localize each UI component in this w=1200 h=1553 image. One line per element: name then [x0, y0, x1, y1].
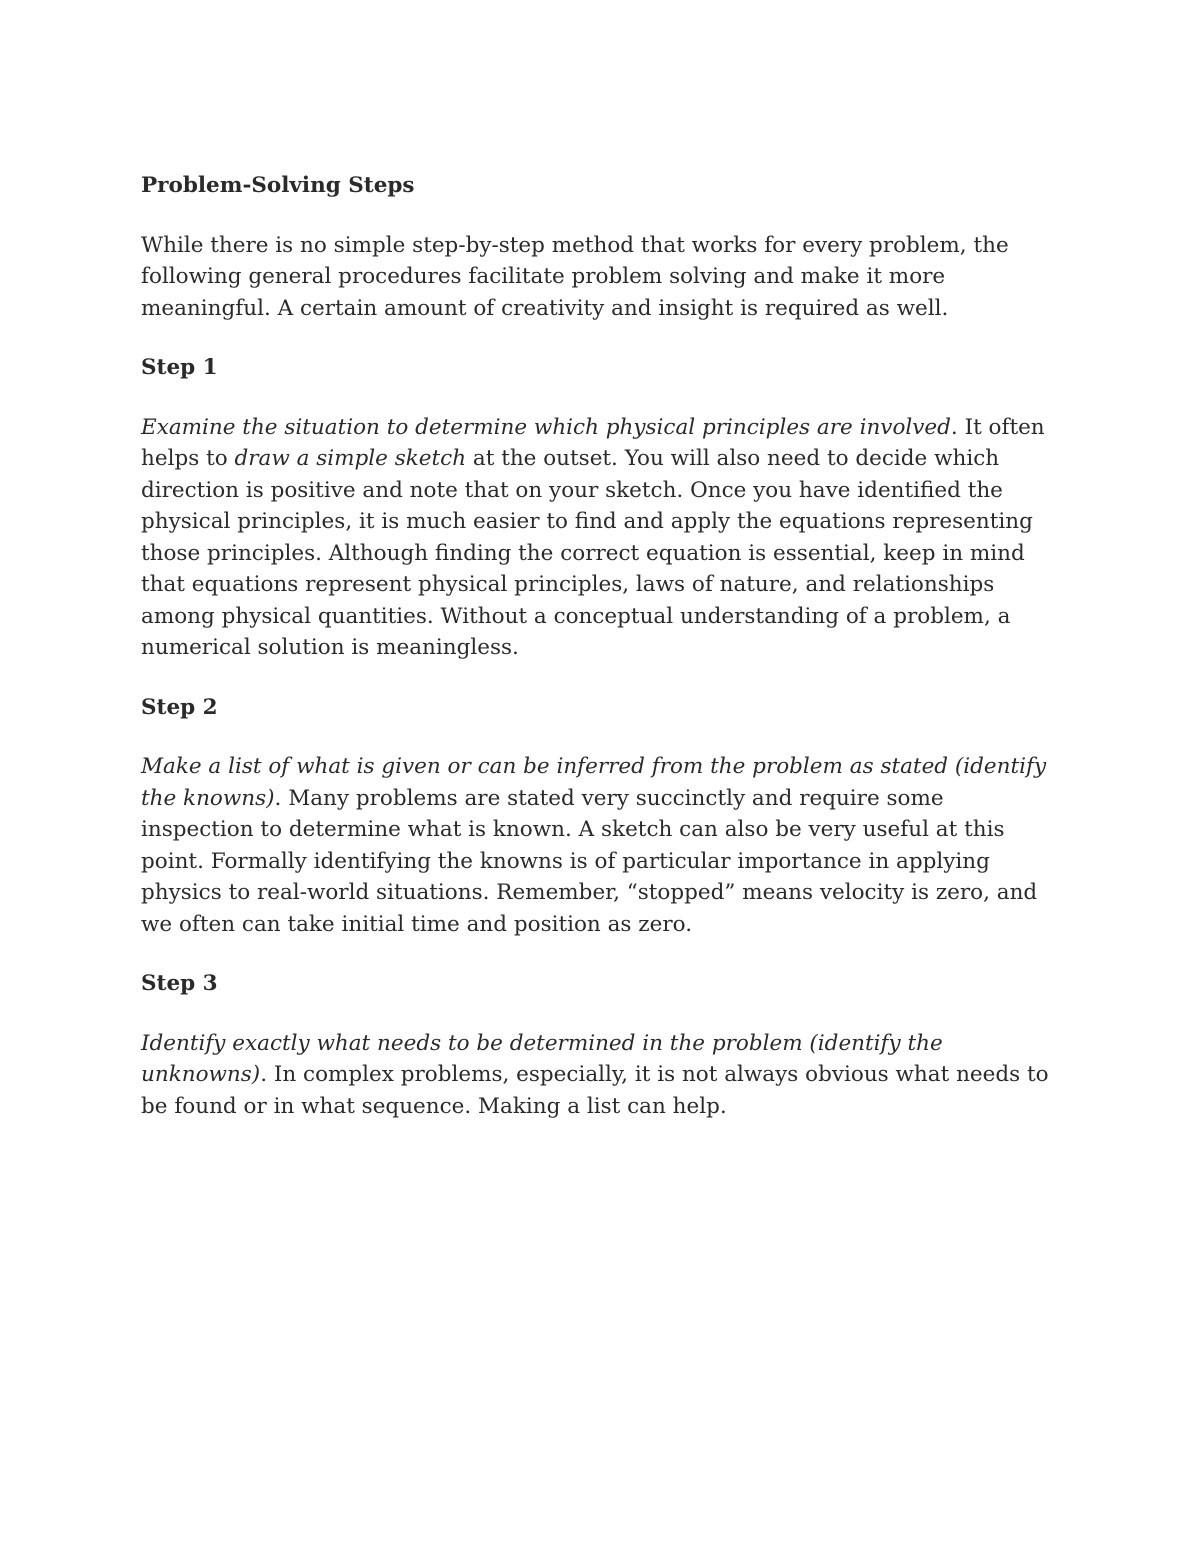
- step-1-heading: Step 1: [141, 355, 218, 380]
- step-1-text: . It often helps to: [141, 414, 1045, 471]
- document-title: Problem-Solving Steps: [141, 173, 415, 198]
- step-3-heading: Step 3: [141, 971, 218, 996]
- intro-paragraph: While there is no simple step-by-step method that works for every problem, the following general procedures facilitate problem solving and make it more meaningful. A certain amount of creativity and insight is required as well.: [141, 232, 1009, 321]
- step-1-text-rest: at the outset. You will also need to decide which direction is positive and note that on your sketch. Once you have identified the physical principles, it is much easier to find and apply the equations representing those principles. Although finding the correct equation is essential, keep in mind that equations represent physical principles, laws of nature, and relationships among physical quantities. Without a conceptual understanding of a problem, a numerical solution is meaningless.: [141, 446, 1033, 660]
- document-page: [141, 170, 1056, 1122]
- step-2-heading: Step 2: [141, 694, 218, 720]
- step-2-body: [141, 751, 1056, 940]
- step-1-emphasis: Examine the situation to determine which physical principles are involved: [141, 414, 951, 440]
- step-1-emphasis-sketch: draw a simple sketch: [234, 446, 467, 471]
- step-2-emphasis: Make a list of what is given or can be inferred from the problem as stated (identify the knowns): [141, 754, 1047, 811]
- step-2-text: . Many problems are stated very succinctly and require some inspection to determine what is known. A sketch can also be very useful at this point. Formally identifying the knowns is of particular importance in applying physics to real-world situations. Remember, “stopped” means velocity is zero, and we often can take initial time and position as zero.: [141, 785, 1038, 937]
- step-3-emphasis: Identify exactly what needs to be determined in the problem (identify the unknowns): [141, 1030, 943, 1087]
- step-3-body: [141, 1028, 1056, 1123]
- step-3-text: . In complex problems, especially, it is not always obvious what needs to be found or in what sequence. Making a list can help.: [141, 1062, 1049, 1119]
- step-1-body: [141, 412, 1056, 664]
